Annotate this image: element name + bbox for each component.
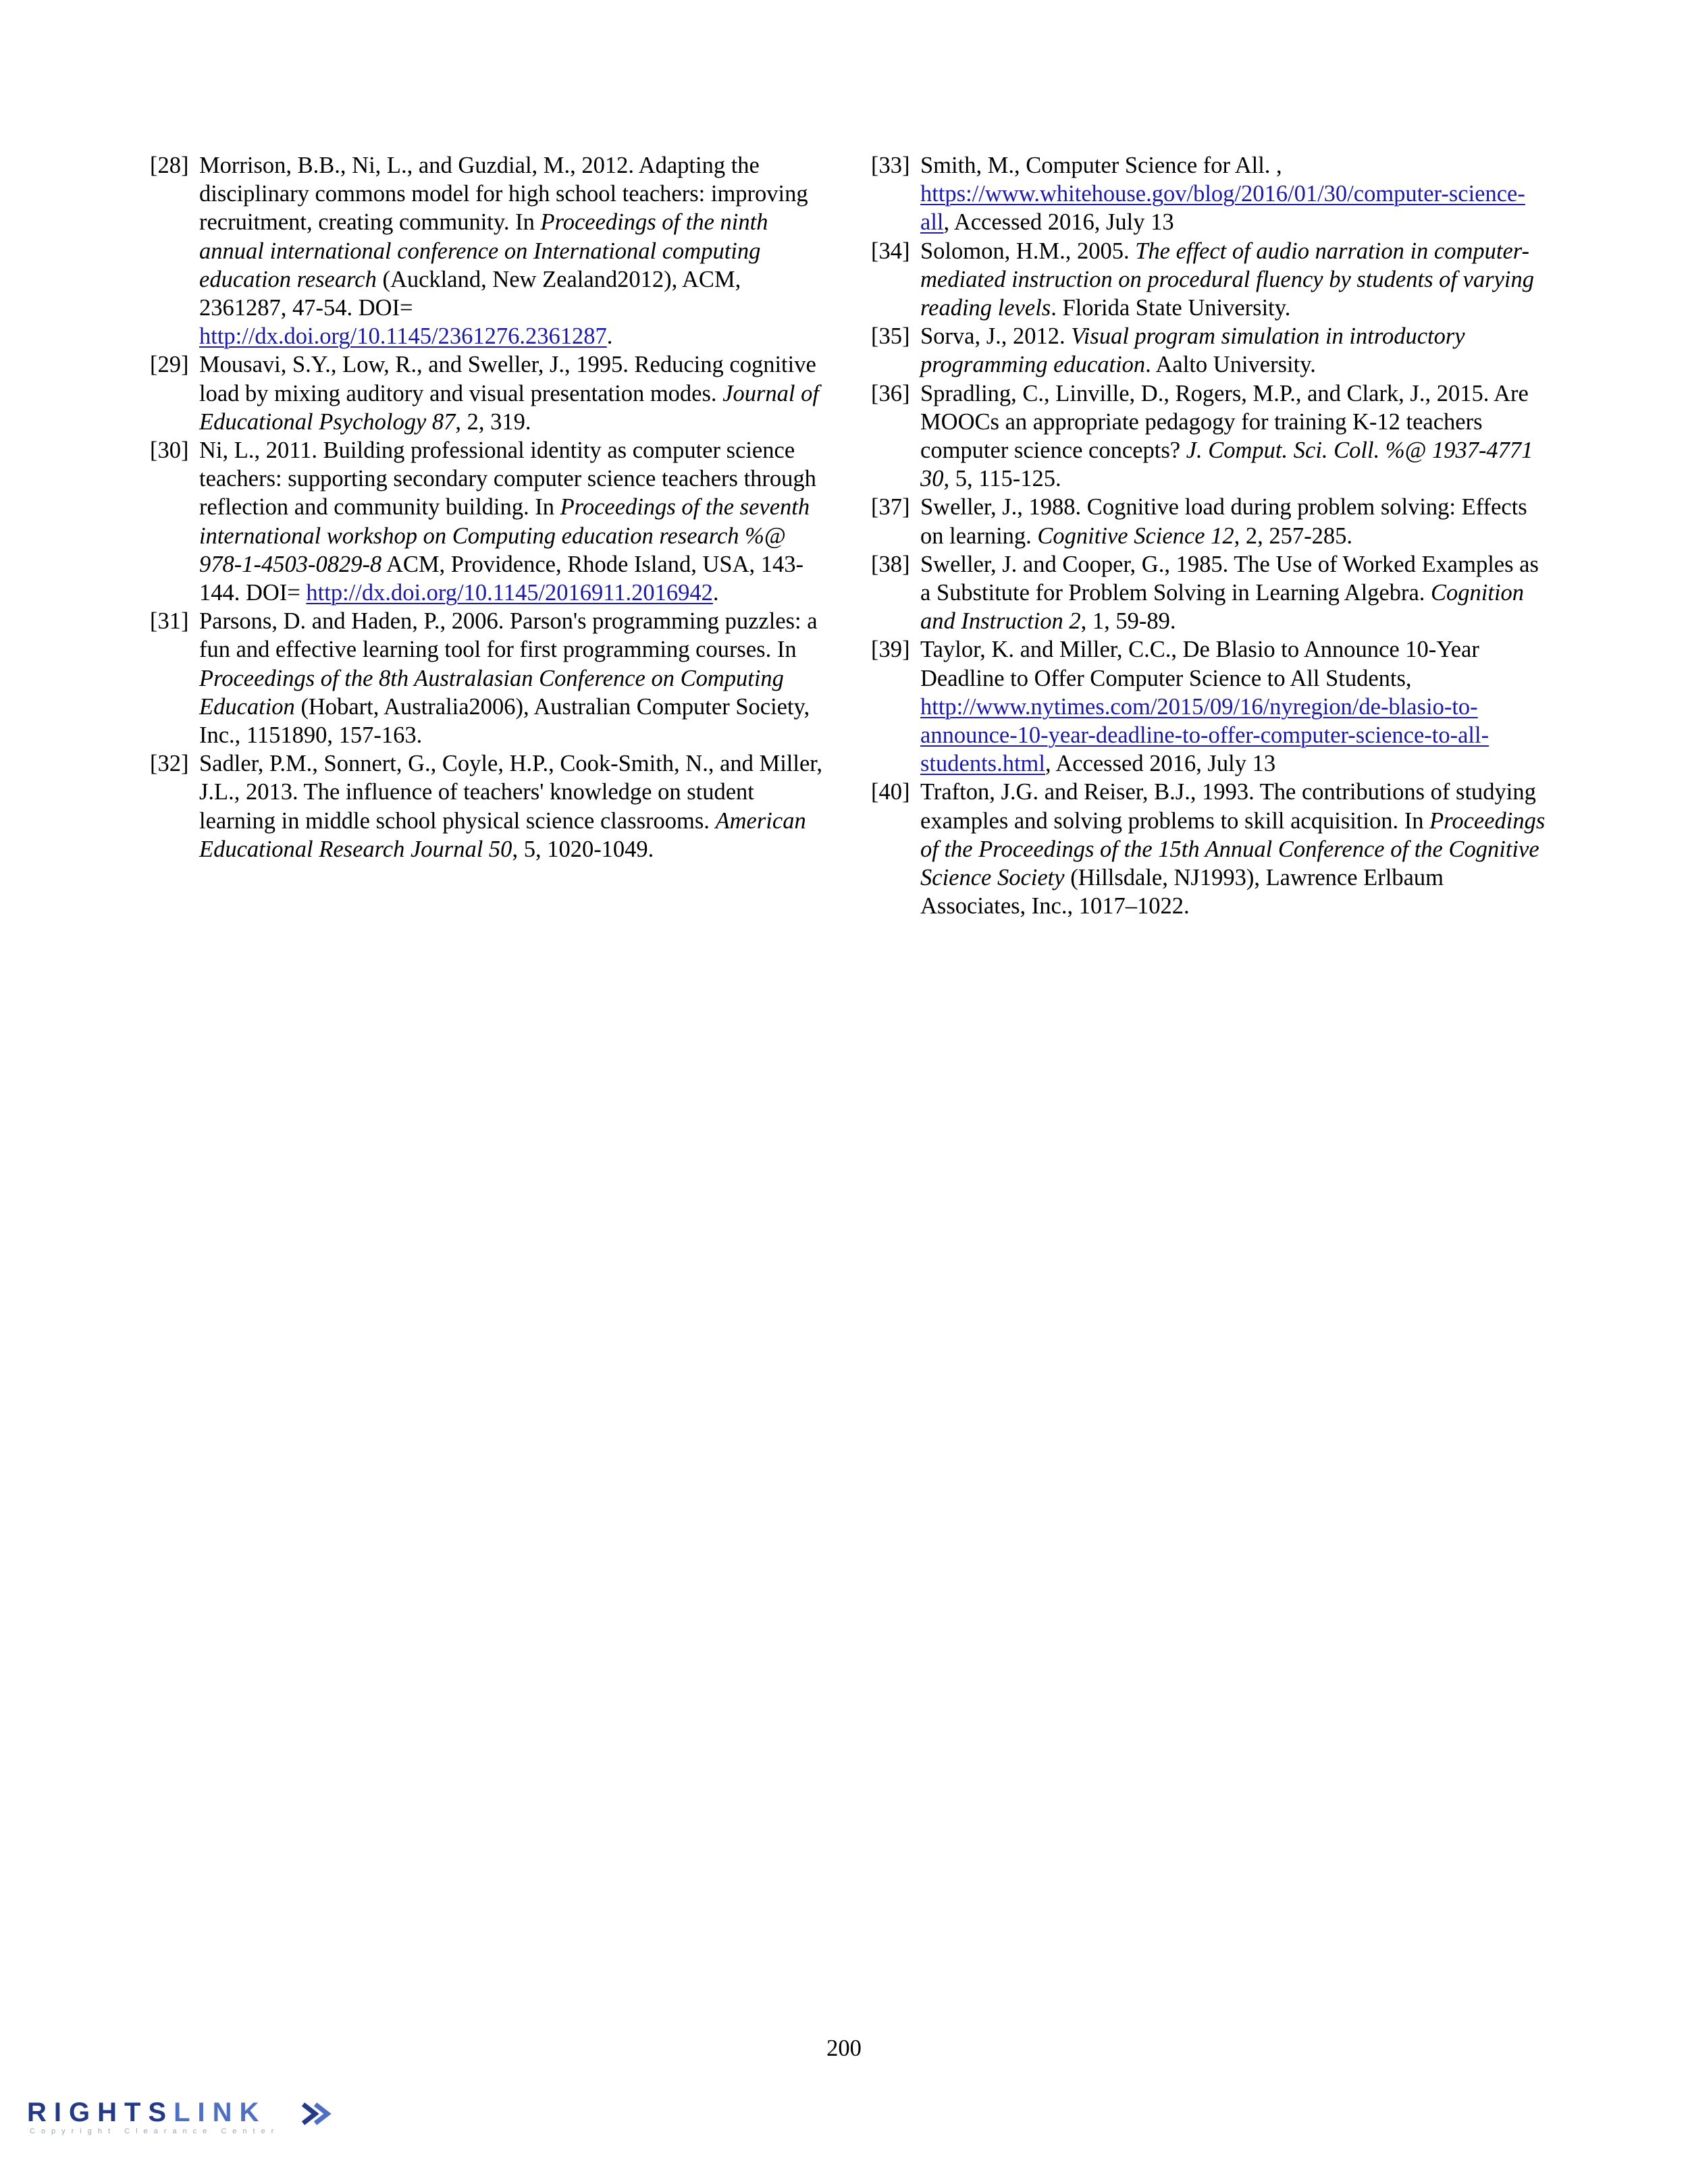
references-left-column	[150, 151, 825, 863]
reference-text-segment: ACM, Providence, Rhode Island, USA, 143-144. DOI=	[199, 551, 804, 606]
reference-text-segment: .	[712, 580, 719, 606]
reference-link[interactable]: http://dx.doi.org/10.1145/2361276.2361287	[199, 323, 607, 350]
reference-text	[920, 237, 1546, 323]
reference-text-segment: , 2, 319.	[455, 408, 531, 435]
reference-entry	[871, 237, 1546, 323]
reference-text-segment: , Accessed 2016, July 13	[943, 209, 1174, 236]
logo-word-link: LINK	[174, 2098, 267, 2127]
reference-italic-title: Journal of Educational Psychology 87	[199, 380, 819, 435]
reference-entry	[150, 151, 825, 350]
reference-link[interactable]: http://dx.doi.org/10.1145/2016911.2016942	[306, 580, 713, 606]
reference-text	[920, 778, 1546, 920]
reference-text-segment: Sadler, P.M., Sonnert, G., Coyle, H.P., Cook-Smith, N., and Miller, J.L., 2013. The influence of teachers' knowledge on student learning in middle school physical science classrooms.	[199, 751, 822, 834]
reference-number: [34]	[871, 238, 910, 264]
reference-text	[920, 322, 1546, 379]
reference-text-segment: , 5, 115-125.	[943, 466, 1061, 492]
reference-text	[920, 379, 1546, 494]
reference-link[interactable]: http://www.nytimes.com/2015/09/16/nyregion/de-blasio-to-announce-10-year-deadline-to-offer-computer-science-to-all-students.html	[920, 693, 1489, 777]
reference-text-segment: , Accessed 2016, July 13	[1045, 751, 1276, 777]
reference-link[interactable]: https://www.whitehouse.gov/blog/2016/01/30/computer-science-all	[920, 181, 1525, 236]
reference-text	[199, 350, 825, 436]
reference-italic-title: Cognition and Instruction 2	[920, 580, 1525, 635]
reference-text-segment: (Auckland, New Zealand2012), ACM, 2361287, 47-54. DOI=	[199, 266, 741, 321]
reference-entry	[871, 151, 1546, 237]
reference-number: [31]	[150, 608, 189, 635]
reference-entry	[150, 607, 825, 749]
reference-entry	[871, 322, 1546, 379]
reference-number: [28]	[150, 153, 189, 178]
logo-subtitle: Copyright Clearance Center	[30, 2127, 280, 2135]
reference-text-segment: Mousavi, S.Y., Low, R., and Sweller, J., 1995. Reducing cognitive load by mixing auditory and visual presentation modes.	[199, 352, 816, 406]
reference-text-segment: Ni, L., 2011. Building professional identity as computer science teachers: supporting secondary computer science teachers through reflection and community building. In	[199, 437, 816, 521]
reference-number: [40]	[871, 779, 910, 805]
reference-text-segment: Taylor, K. and Miller, C.C., De Blasio to Announce 10-Year Deadline to Offer Computer Science to All Students,	[920, 637, 1479, 691]
reference-entry	[871, 550, 1546, 636]
rightslink-wordmark	[27, 2096, 266, 2129]
rightslink-logo	[27, 2096, 338, 2150]
reference-text-segment: , 5, 1020-1049.	[512, 836, 654, 862]
reference-text-segment: (Hillsdale, NJ1993), Lawrence Erlbaum Associates, Inc., 1017–1022.	[920, 865, 1444, 920]
reference-number: [30]	[150, 437, 189, 464]
reference-number: [38]	[871, 551, 910, 577]
reference-text-segment: Smith, M., Computer Science for All. ,	[920, 153, 1282, 178]
reference-entry	[150, 749, 825, 863]
reference-text	[199, 151, 825, 350]
reference-italic-title: Proceedings of the Proceedings of the 15th Annual Conference of the Cognitive Science Society	[920, 807, 1546, 891]
reference-text-segment: Spradling, C., Linville, D., Rogers, M.P., and Clark, J., 2015. Are MOOCs an appropriate pedagogy for training K-12 teachers computer science concepts?	[920, 380, 1529, 464]
reference-text	[920, 635, 1546, 778]
reference-number: [32]	[150, 751, 189, 777]
reference-entry	[871, 493, 1546, 550]
reference-number: [29]	[150, 352, 189, 378]
reference-number: [37]	[871, 494, 910, 521]
reference-text-segment: , 2, 257-285.	[1234, 523, 1353, 549]
reference-text	[920, 151, 1546, 237]
reference-italic-title: The effect of audio narration in computer-mediated instruction on procedural fluency by students of varying reading levels	[920, 238, 1534, 321]
reference-text-segment: Trafton, J.G. and Reiser, B.J., 1993. The contributions of studying examples and solving problems to skill acquisition. In	[920, 779, 1536, 834]
reference-text	[920, 550, 1546, 636]
logo-word-rights: RIGHTS	[27, 2098, 174, 2127]
reference-text	[920, 493, 1546, 550]
reference-text-segment: , 1, 59-89.	[1080, 608, 1176, 635]
reference-number: [36]	[871, 380, 910, 406]
reference-text-segment: Solomon, H.M., 2005.	[920, 238, 1136, 264]
reference-entry	[150, 350, 825, 436]
page-number: 200	[826, 2035, 862, 2061]
reference-italic-title: Proceedings of the 8th Australasian Conference on Computing Education	[199, 665, 784, 720]
chevron-right-icon	[300, 2102, 333, 2126]
reference-text-segment: Sweller, J. and Cooper, G., 1985. The Use of Worked Examples as a Substitute for Problem Solving in Learning Algebra.	[920, 551, 1539, 606]
reference-italic-title: J. Comput. Sci. Coll. %@ 1937-4771 30	[920, 437, 1533, 492]
reference-text	[199, 607, 825, 749]
reference-text-segment: Parsons, D. and Haden, P., 2006. Parson's programming puzzles: a fun and effective learning tool for first programming courses. In	[199, 608, 818, 663]
reference-italic-title: Proceedings of the seventh international workshop on Computing education research %@ 978-1-4503-0829-8	[199, 494, 810, 577]
reference-italic-title: American Educational Research Journal 50	[199, 807, 806, 862]
reference-number: [35]	[871, 323, 910, 350]
reference-text-segment: . Florida State University.	[1051, 295, 1291, 321]
reference-text	[199, 436, 825, 607]
references-right-column	[871, 151, 1546, 920]
reference-number: [39]	[871, 637, 910, 663]
reference-text-segment: Sweller, J., 1988. Cognitive load during problem solving: Effects on learning.	[920, 494, 1527, 549]
reference-entry	[871, 778, 1546, 920]
reference-text-segment: (Hobart, Australia2006), Australian Computer Society, Inc., 1151890, 157-163.	[199, 693, 810, 749]
reference-text-segment: Morrison, B.B., Ni, L., and Guzdial, M., 2012. Adapting the disciplinary commons model for high school teachers: improving recruitment, creating community. In	[199, 153, 808, 236]
reference-entry	[871, 379, 1546, 494]
reference-entry	[871, 635, 1546, 778]
reference-italic-title: Cognitive Science 12	[1037, 523, 1234, 549]
reference-text-segment: Sorva, J., 2012.	[920, 323, 1072, 350]
reference-number: [33]	[871, 153, 910, 178]
reference-text-segment: . Aalto University.	[1145, 352, 1316, 378]
reference-text-segment: .	[606, 323, 613, 350]
reference-italic-title: Visual program simulation in introductory programming education	[920, 323, 1465, 378]
reference-text	[199, 749, 825, 863]
reference-entry	[150, 436, 825, 607]
reference-italic-title: Proceedings of the ninth annual international conference on International computing education research	[199, 209, 768, 292]
